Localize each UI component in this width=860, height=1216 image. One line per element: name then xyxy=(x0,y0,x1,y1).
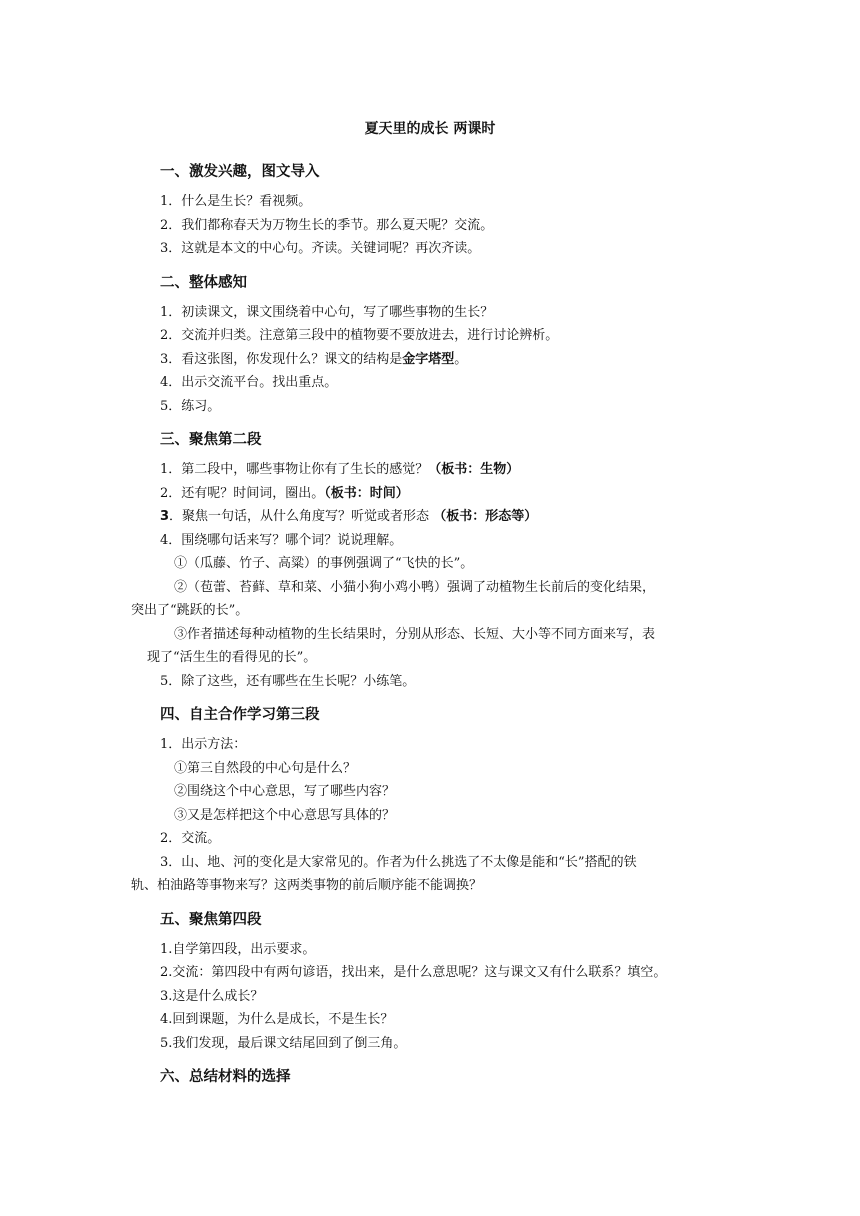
sub-item: ③作者描述每种动植物的生长结果时，分别从形态、长短、大小等不同方面来写，表 xyxy=(174,626,656,642)
list-item: 2．交流并归类。注意第三段中的植物要不要放进去，进行讨论辨析。 xyxy=(160,328,559,343)
list-item: 3.这是什么成长？ xyxy=(160,988,264,1004)
sub-item-continuation: 现了“活生生的看得见的长”。 xyxy=(147,650,317,665)
list-item: 2.交流：第四段中有两句谚语，找出来，是什么意思呢？这与课文又有什么联系？填空。 xyxy=(160,965,667,980)
section-heading-6: 六、总结材料的选择 xyxy=(160,1069,291,1085)
list-item: 1．出示方法： xyxy=(160,737,247,752)
bold-term: 金字塔型 xyxy=(402,351,455,367)
list-item xyxy=(131,505,733,529)
board-note: （板书：时间） xyxy=(324,485,409,501)
list-item: 4．出示交流平台。找出重点。 xyxy=(160,375,338,390)
list-item: 3．山、地、河的变化是大家常见的。作者为什么挑选了不太像是能和“长”搭配的铁 xyxy=(160,854,637,870)
board-note: （板书：生物） xyxy=(428,462,520,477)
list-item-continuation: 轨、柏油路等事物来写？这两类事物的前后顺序能不能调换？ xyxy=(131,878,483,893)
document-body xyxy=(131,160,733,1089)
list-item: 2．交流。 xyxy=(160,831,221,846)
section-1-list xyxy=(131,190,733,261)
list-item-text: ．聚焦一句话，从什么角度写？听觉或者形态 xyxy=(169,509,434,524)
sub-item: ②（苞蕾、苔藓、草和菜、小猫小狗小鸡小鸭）强调了动植物生长前后的变化结果， xyxy=(174,579,656,595)
section-heading-5: 五、聚焦第四段 xyxy=(160,911,262,928)
list-item: 5．除了这些，还有哪些在生长呢？小练笔。 xyxy=(160,673,416,689)
sub-item-continuation: 突出了“跳跃的长”。 xyxy=(131,603,249,618)
list-item: 4.回到课题，为什么是成长，不是生长？ xyxy=(160,1012,394,1027)
list-item-number: 3 xyxy=(160,509,170,524)
section-3-list xyxy=(131,458,733,693)
list-item: 1．什么是生长？看视频。 xyxy=(160,194,312,209)
sub-item: ①（瓜藤、竹子、高粱）的事例强调了“飞快的长”。 xyxy=(174,556,474,571)
list-item xyxy=(131,348,733,372)
list-item: 5.我们发现，最后课文结尾回到了倒三角。 xyxy=(160,1035,407,1051)
section-5-list xyxy=(131,938,733,1056)
list-item: 1．初读课文，课文围绕着中心句，写了哪些事物的生长？ xyxy=(160,304,494,320)
section-heading-3: 三、聚焦第二段 xyxy=(160,432,262,448)
list-item: 1.自学第四段，出示要求。 xyxy=(160,941,316,957)
list-item-text: 3．看这张图，你发现什么？课文的结构是 xyxy=(160,351,403,367)
list-item-text: 2．还有呢？时间词，圈出。 xyxy=(160,485,325,501)
sub-item: ①第三自然段的中心句是什么？ xyxy=(174,760,357,776)
sub-item: ③又是怎样把这个中心意思写具体的？ xyxy=(174,807,396,823)
list-item: 5．练习。 xyxy=(160,398,221,414)
list-item-text: 1．第二段中，哪些事物让你有了生长的感觉？ xyxy=(160,462,429,477)
section-heading-4: 四、自主合作学习第三段 xyxy=(160,707,320,723)
board-note: （板书：形态等） xyxy=(433,509,538,524)
section-heading-1: 一、激发兴趣，图文导入 xyxy=(160,164,320,180)
list-item: 3．这就是本文的中心句。齐读。关键词呢？再次齐读。 xyxy=(160,241,481,256)
sub-item: ②围绕这个中心意思，写了哪些内容？ xyxy=(174,784,396,799)
section-2-list xyxy=(131,301,733,419)
list-item xyxy=(131,482,733,506)
section-4-list xyxy=(131,733,733,898)
list-item: 4．围绕哪句话来写？哪个词？说说理解。 xyxy=(160,532,403,548)
list-item xyxy=(131,458,733,482)
list-item: 2．我们都称春天为万物生长的季节。那么夏天呢？交流。 xyxy=(160,217,494,233)
document-title: 夏天里的成长 两课时 xyxy=(364,121,496,137)
list-item-text: 。 xyxy=(454,351,468,367)
section-heading-2: 二、整体感知 xyxy=(160,274,247,291)
